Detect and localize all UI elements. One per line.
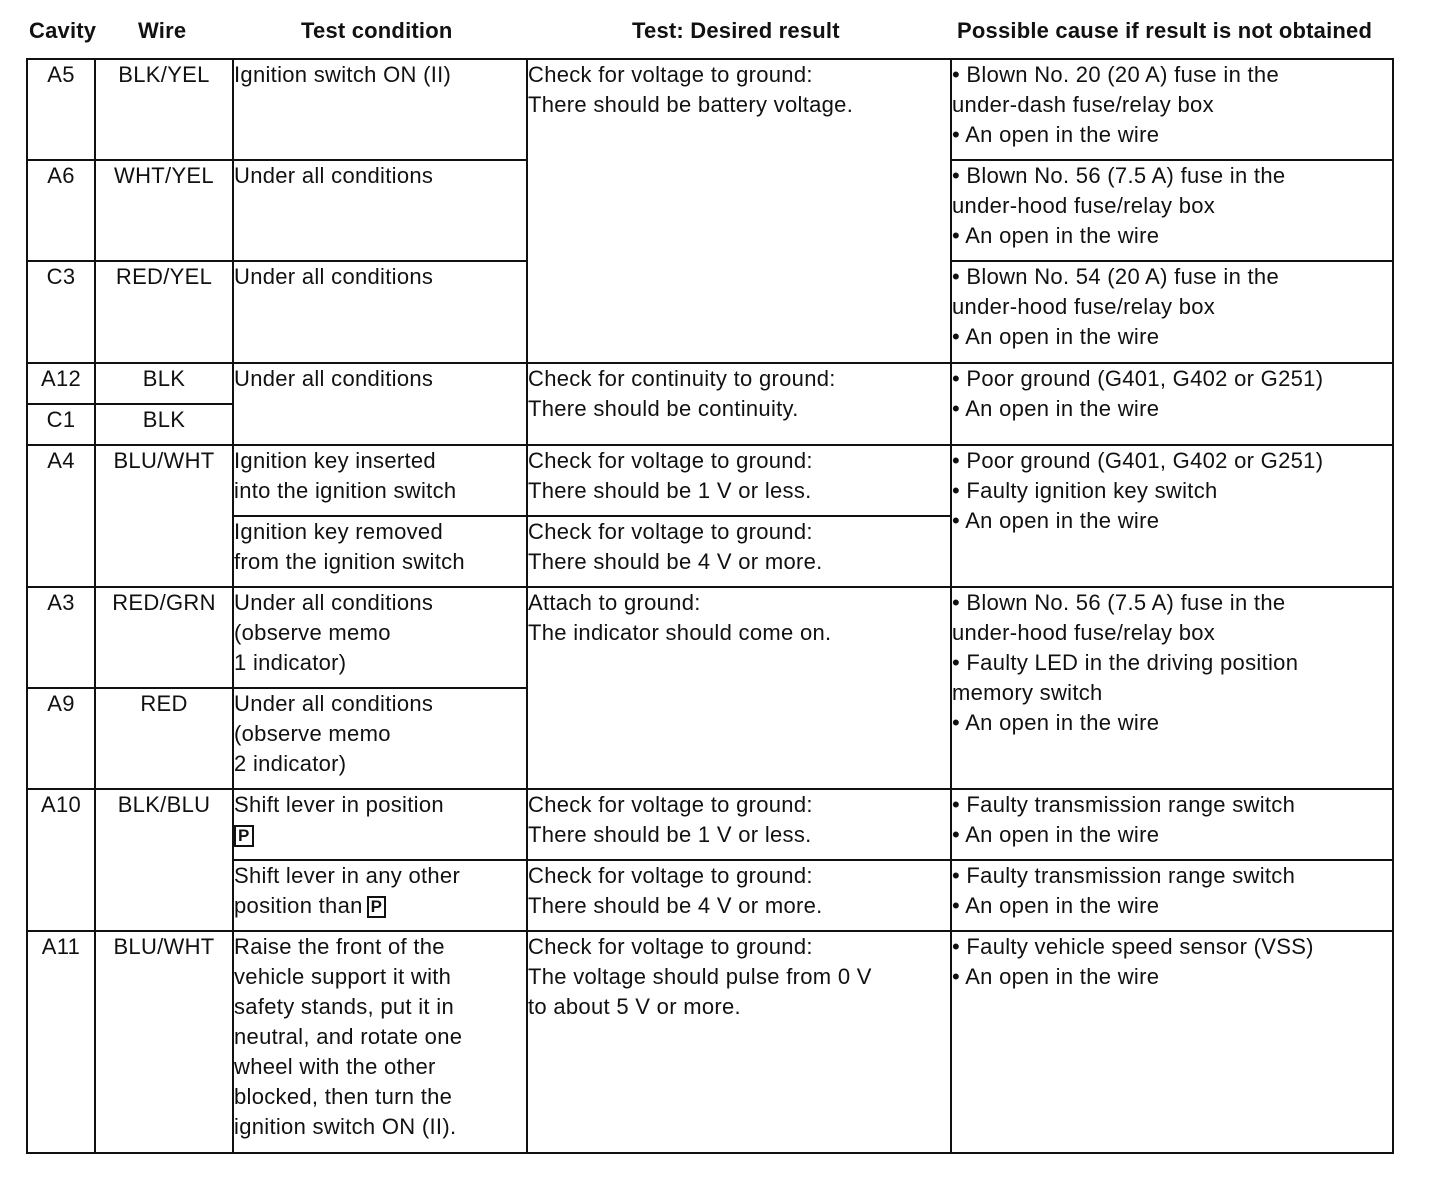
condition-line: (observe memo	[234, 721, 391, 746]
cavity-cell: A9	[27, 688, 95, 789]
cause-line: • An open in the wire	[952, 122, 1160, 147]
condition-line	[234, 820, 526, 850]
cause-cell	[951, 445, 1393, 587]
cause-line: • An open in the wire	[952, 223, 1160, 248]
cause-cell	[951, 363, 1393, 445]
cause-line: • Blown No. 56 (7.5 A) fuse in the	[952, 163, 1286, 188]
condition-text: position than	[234, 893, 363, 918]
cause-line: under-dash fuse/relay box	[952, 92, 1214, 117]
table-row	[27, 363, 1393, 404]
header-desired-result: Test: Desired result	[632, 18, 840, 43]
cause-line: • Faulty transmission range switch	[952, 792, 1296, 817]
cause-line: • Blown No. 20 (20 A) fuse in the	[952, 62, 1279, 87]
result-cell	[527, 363, 951, 445]
cause-line: • An open in the wire	[952, 324, 1160, 349]
condition-line: 1 indicator)	[234, 650, 347, 675]
condition-cell	[233, 789, 527, 860]
cause-line: • Faulty LED in the driving position	[952, 650, 1299, 675]
result-line: There should be battery voltage.	[528, 92, 854, 117]
result-cell	[527, 445, 951, 516]
condition-cell	[233, 931, 527, 1153]
park-position-symbol-icon: P	[367, 896, 387, 918]
result-cell	[527, 789, 951, 860]
cavity-cell: A4	[27, 445, 95, 587]
connector-test-table	[26, 58, 1394, 1154]
cause-line: • An open in the wire	[952, 822, 1160, 847]
condition-cell	[233, 160, 527, 261]
result-line: The voltage should pulse from 0 V	[528, 964, 872, 989]
park-position-symbol-icon: P	[234, 825, 254, 847]
table-row	[27, 789, 1393, 860]
cavity-cell: C1	[27, 404, 95, 445]
condition-cell	[233, 59, 527, 160]
cause-cell	[951, 59, 1393, 160]
wire-cell: BLK/YEL	[95, 59, 233, 160]
wire-cell: BLK/BLU	[95, 789, 233, 931]
cause-line: • An open in the wire	[952, 508, 1160, 533]
cause-line: • Faulty vehicle speed sensor (VSS)	[952, 934, 1314, 959]
cause-line: memory switch	[952, 680, 1103, 705]
cavity-cell: C3	[27, 261, 95, 363]
cause-line: • Faulty ignition key switch	[952, 478, 1218, 503]
wire-cell: BLK	[95, 363, 233, 404]
cause-line: • Poor ground (G401, G402 or G251)	[952, 448, 1324, 473]
cavity-cell: A11	[27, 931, 95, 1153]
wire-cell: BLK	[95, 404, 233, 445]
cause-line: under-hood fuse/relay box	[952, 620, 1216, 645]
cause-cell	[951, 261, 1393, 363]
cavity-cell: A3	[27, 587, 95, 688]
cavity-cell: A12	[27, 363, 95, 404]
condition-line: Under all conditions	[234, 264, 434, 289]
cause-cell	[951, 160, 1393, 261]
table-row	[27, 587, 1393, 688]
condition-cell	[233, 516, 527, 587]
result-cell	[527, 931, 951, 1153]
cause-line: • An open in the wire	[952, 964, 1160, 989]
result-cell	[527, 59, 951, 363]
cause-cell	[951, 789, 1393, 860]
condition-line: neutral, and rotate one	[234, 1024, 463, 1049]
result-line: There should be continuity.	[528, 396, 799, 421]
result-line: Check for continuity to ground:	[528, 366, 836, 391]
cause-line: • Faulty transmission range switch	[952, 863, 1296, 888]
condition-line: Ignition key removed	[234, 519, 443, 544]
cause-cell	[951, 860, 1393, 931]
result-line: Check for voltage to ground:	[528, 519, 813, 544]
cause-cell	[951, 931, 1393, 1153]
condition-line: Under all conditions	[234, 366, 434, 391]
cavity-cell: A6	[27, 160, 95, 261]
cause-line: • An open in the wire	[952, 396, 1160, 421]
condition-cell	[233, 445, 527, 516]
cause-line: under-hood fuse/relay box	[952, 193, 1216, 218]
condition-line: vehicle support it with	[234, 964, 452, 989]
table-row	[27, 931, 1393, 1153]
condition-line: Shift lever in position	[234, 792, 444, 817]
cause-cell	[951, 587, 1393, 789]
cavity-cell: A10	[27, 789, 95, 931]
condition-line: (observe memo	[234, 620, 391, 645]
header-cavity: Cavity	[29, 18, 97, 43]
condition-line: Ignition key inserted	[234, 448, 436, 473]
condition-line: safety stands, put it in	[234, 994, 454, 1019]
condition-cell	[233, 587, 527, 688]
condition-cell	[233, 860, 527, 931]
condition-line: into the ignition switch	[234, 478, 457, 503]
condition-cell	[233, 688, 527, 789]
condition-line: ignition switch ON (II).	[234, 1114, 457, 1139]
condition-line: Raise the front of the	[234, 934, 445, 959]
cause-line: • Poor ground (G401, G402 or G251)	[952, 366, 1324, 391]
result-line: Attach to ground:	[528, 590, 701, 615]
wire-cell: BLU/WHT	[95, 445, 233, 587]
cavity-cell: A5	[27, 59, 95, 160]
result-line: Check for voltage to ground:	[528, 448, 813, 473]
condition-line: Shift lever in any other	[234, 863, 461, 888]
wire-cell: WHT/YEL	[95, 160, 233, 261]
result-cell	[527, 587, 951, 789]
condition-line: Under all conditions	[234, 163, 434, 188]
result-line: Check for voltage to ground:	[528, 934, 813, 959]
table-row	[27, 59, 1393, 160]
condition-cell	[233, 261, 527, 363]
result-line: There should be 4 V or more.	[528, 549, 823, 574]
result-line: There should be 1 V or less.	[528, 478, 812, 503]
condition-line	[234, 891, 526, 921]
result-cell	[527, 860, 951, 931]
result-line: There should be 1 V or less.	[528, 822, 812, 847]
header-test-condition: Test condition	[301, 18, 453, 43]
wire-cell: BLU/WHT	[95, 931, 233, 1153]
condition-cell	[233, 363, 527, 445]
header-possible-cause: Possible cause if result is not obtained	[957, 18, 1373, 43]
condition-line: 2 indicator)	[234, 751, 347, 776]
condition-line: Under all conditions	[234, 590, 434, 615]
result-line: to about 5 V or more.	[528, 994, 741, 1019]
cause-line: under-hood fuse/relay box	[952, 294, 1216, 319]
condition-line: Ignition switch ON (II)	[234, 62, 452, 87]
header-wire: Wire	[138, 18, 187, 43]
condition-line: blocked, then turn the	[234, 1084, 453, 1109]
result-cell	[527, 516, 951, 587]
condition-line: Under all conditions	[234, 691, 434, 716]
result-line: Check for voltage to ground:	[528, 62, 813, 87]
table-row	[27, 445, 1393, 516]
cause-line: • An open in the wire	[952, 710, 1160, 735]
result-line: Check for voltage to ground:	[528, 792, 813, 817]
wire-cell: RED/YEL	[95, 261, 233, 363]
wire-cell: RED/GRN	[95, 587, 233, 688]
condition-line: from the ignition switch	[234, 549, 465, 574]
cause-line: • Blown No. 54 (20 A) fuse in the	[952, 264, 1279, 289]
cause-line: • Blown No. 56 (7.5 A) fuse in the	[952, 590, 1286, 615]
result-line: The indicator should come on.	[528, 620, 832, 645]
result-line: Check for voltage to ground:	[528, 863, 813, 888]
cause-line: • An open in the wire	[952, 893, 1160, 918]
result-line: There should be 4 V or more.	[528, 893, 823, 918]
wire-cell: RED	[95, 688, 233, 789]
condition-line: wheel with the other	[234, 1054, 436, 1079]
